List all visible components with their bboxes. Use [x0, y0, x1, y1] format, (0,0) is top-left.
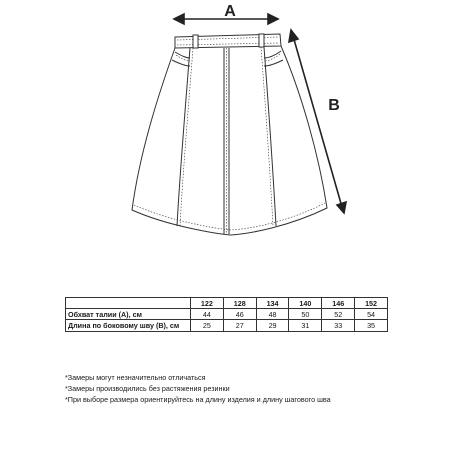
size-header-cell: 140: [289, 298, 322, 309]
table-cell: 50: [289, 309, 322, 320]
note-line: *Замеры производились без растяжения резинки: [65, 384, 230, 393]
table-cell: 48: [256, 309, 289, 320]
table-cell: 33: [322, 320, 355, 331]
table-cell: 46: [223, 309, 256, 320]
notes: [65, 372, 331, 405]
size-table: [65, 297, 388, 332]
table-cell: 54: [355, 309, 388, 320]
label-a: A: [224, 3, 236, 20]
table-cell: 25: [191, 320, 224, 331]
size-header-cell: 134: [256, 298, 289, 309]
size-header-cell: 152: [355, 298, 388, 309]
size-header-cell: 122: [191, 298, 224, 309]
skirt-outline: [132, 34, 327, 235]
table-row: [66, 320, 388, 331]
size-header-cell: 146: [322, 298, 355, 309]
row-label-waist: Обхват талии (А), см: [66, 309, 191, 320]
size-header-cell: 128: [223, 298, 256, 309]
table-row: [66, 309, 388, 320]
size-header-row: [66, 298, 388, 309]
label-b: B: [328, 97, 340, 114]
length-measure-arrow: [289, 30, 346, 213]
table-cell: 29: [256, 320, 289, 331]
row-label-length: Длина по боковому шву (В), см: [66, 320, 191, 331]
table-cell: 35: [355, 320, 388, 331]
note-line: *При выборе размера ориентируйтесь на длину изделия и длину шагового шва: [65, 395, 331, 404]
table-cell: 27: [223, 320, 256, 331]
note-line: *Замеры могут незначительно отличаться: [65, 373, 206, 382]
table-cell: 31: [289, 320, 322, 331]
table-cell: 44: [191, 309, 224, 320]
size-header-corner: [66, 298, 191, 309]
table-cell: 52: [322, 309, 355, 320]
